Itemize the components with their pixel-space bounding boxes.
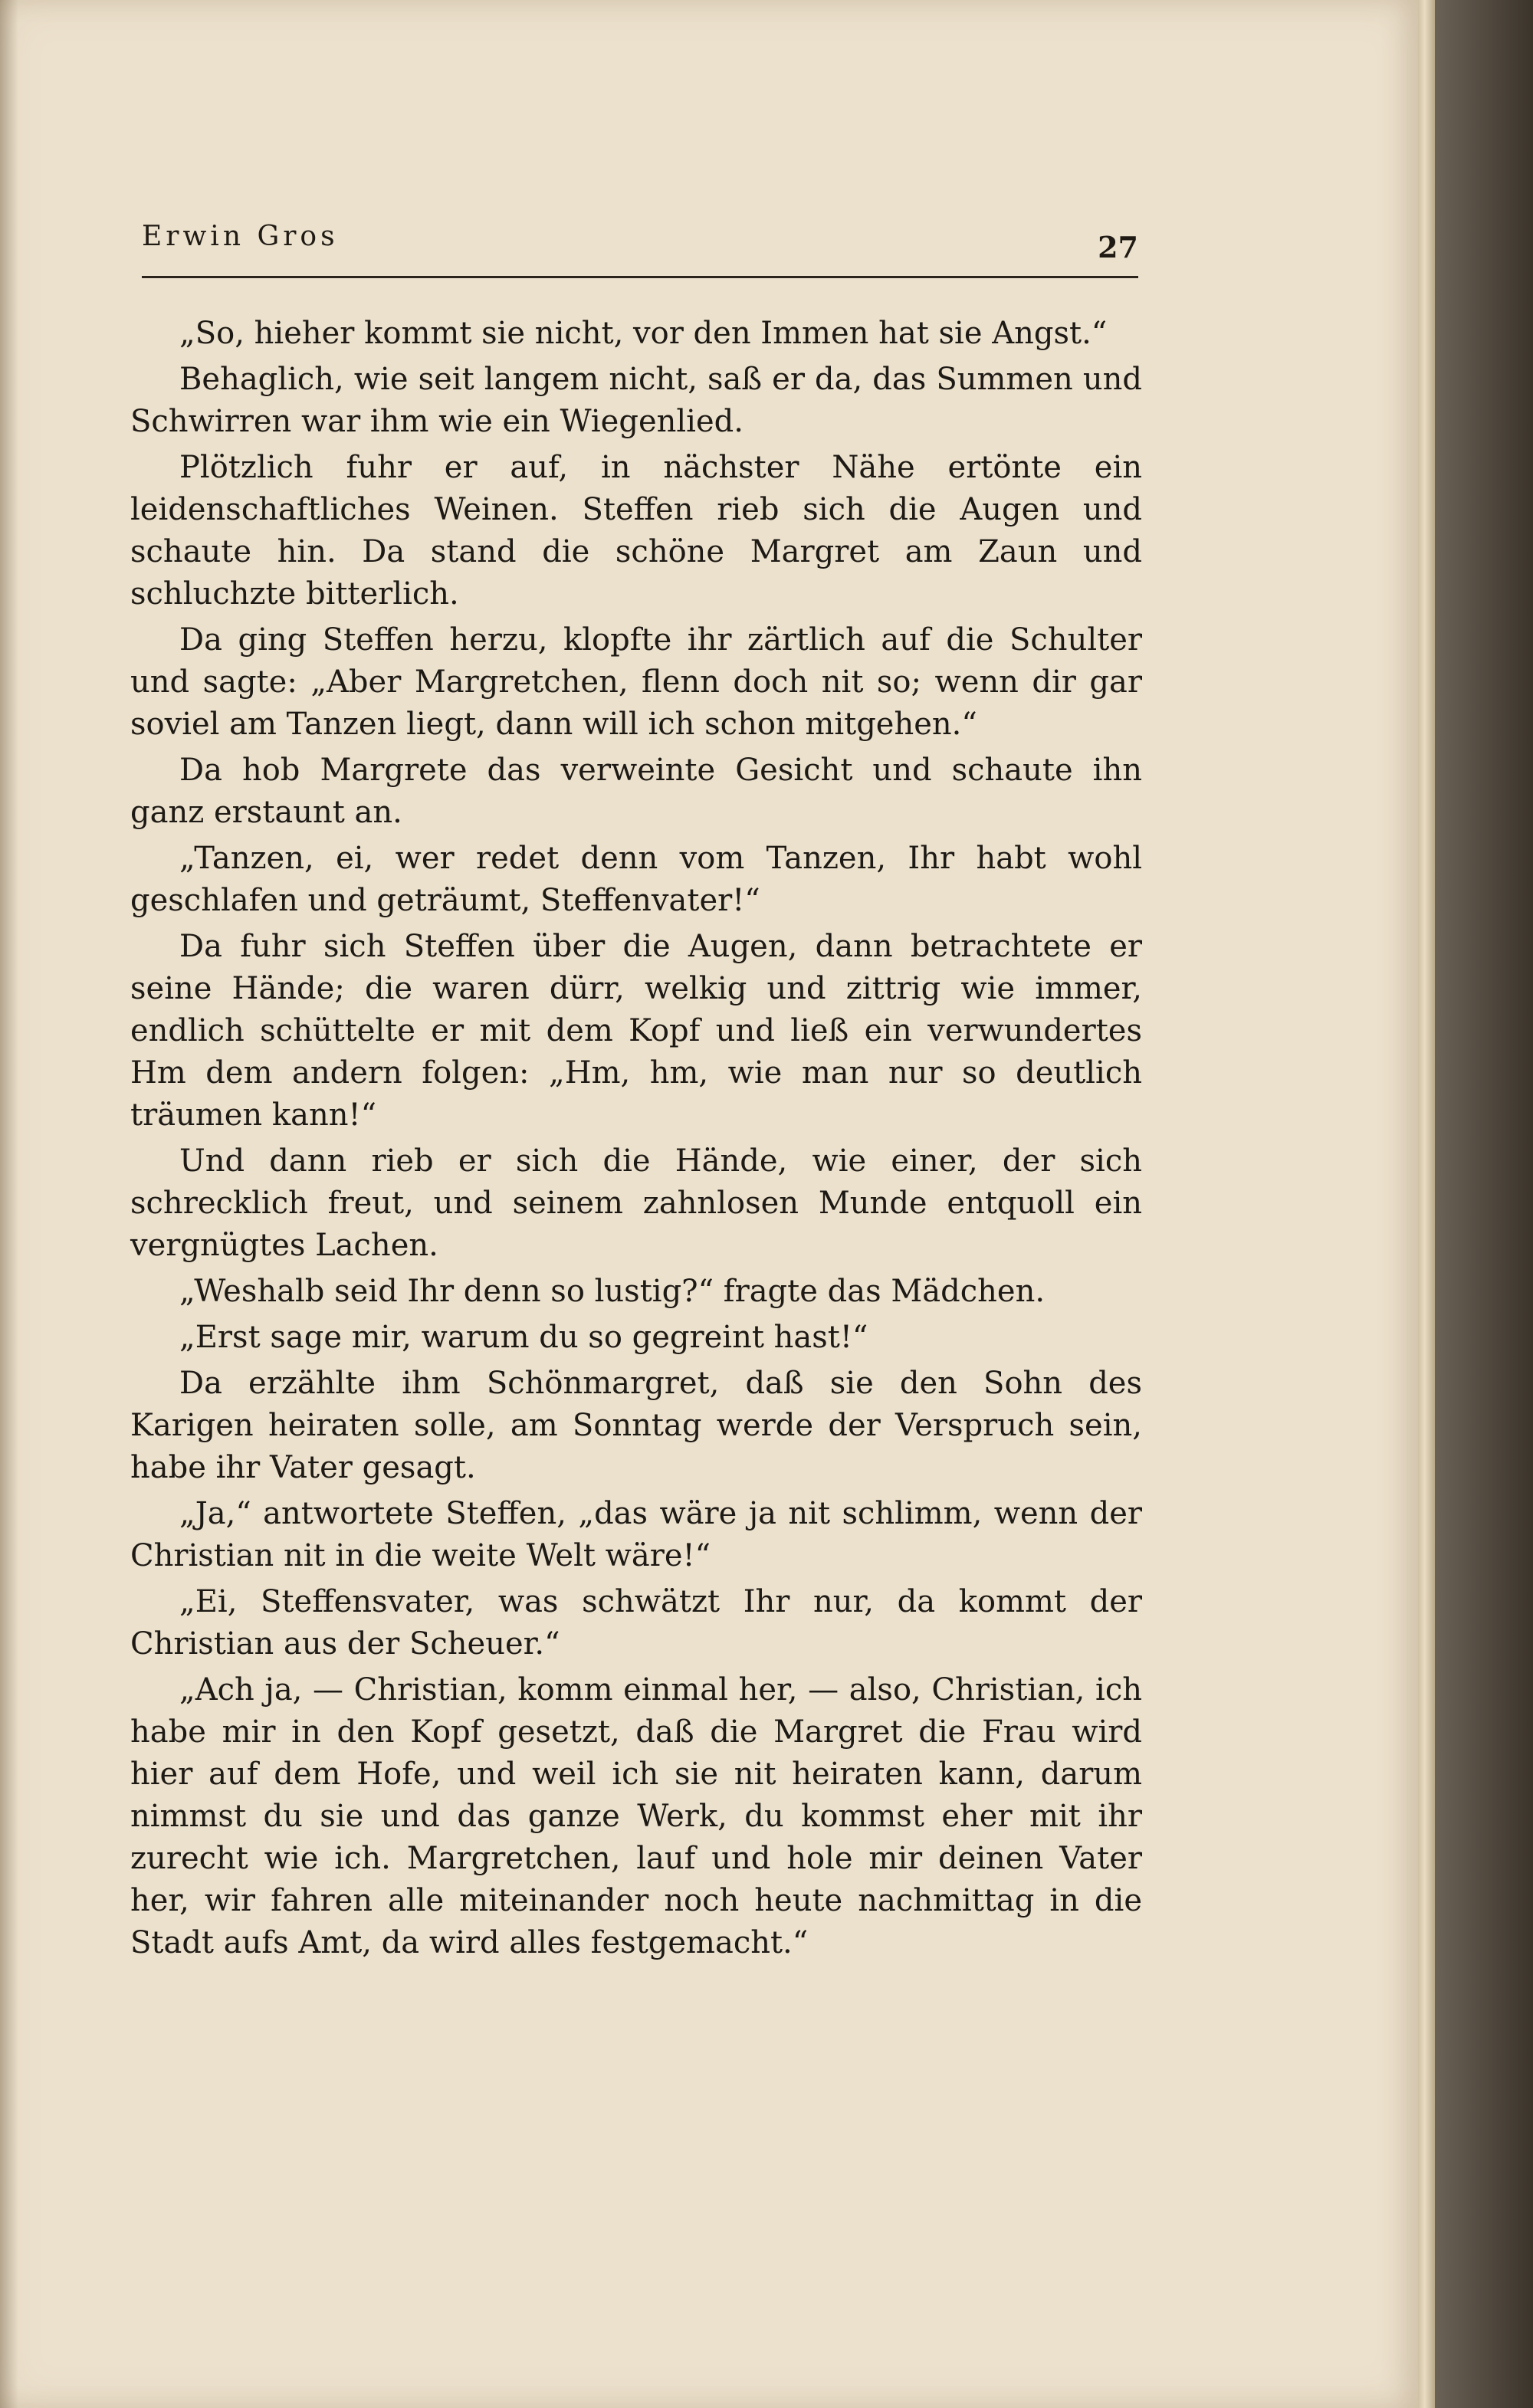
paragraph: Da erzählte ihm Schönmargret, daß sie den Sohn des Karigen heiraten solle, am Sonntag werde der Verspruch sein, habe ihr Vater gesagt. (130, 1366, 1142, 1485)
header-rule (142, 276, 1138, 278)
paragraph: Da hob Margrete das verweinte Gesicht und schaute ihn ganz erstaunt an. (130, 753, 1142, 830)
paragraph: „Tanzen, ei, wer redet denn vom Tanzen, Ihr habt wohl geschlafen und geträumt, Steffenvater!“ (130, 841, 1142, 918)
paragraph: Behaglich, wie seit langem nicht, saß er da, das Summen und Schwirren war ihm wie ein Wiegenlied. (130, 362, 1142, 439)
page-edge (1418, 0, 1435, 2408)
gutter-shadow (0, 0, 18, 2408)
paragraph: Da fuhr sich Steffen über die Augen, dann betrachtete er seine Hände; die waren dürr, welkig und zittrig wie immer, endlich schüttelte er mit dem Kopf und ließ ein verwundertes Hm dem andern folgen: „Hm, hm, wie man nur so deutlich träumen kann!“ (130, 929, 1142, 1133)
page-number: 27 (1098, 230, 1138, 264)
paragraph: „Ja,“ antwortete Steffen, „das wäre ja nit schlimm, wenn der Christian nit in die weite Welt wäre!“ (130, 1496, 1142, 1573)
paragraph: „Ei, Steffensvater, was schwätzt Ihr nur, da kommt der Christian aus der Scheuer.“ (130, 1584, 1142, 1662)
paragraph: Da ging Steffen herzu, klopfte ihr zärtlich auf die Schulter und sagte: „Aber Margretchen, flenn doch nit so; wenn dir gar soviel am Tanzen liegt, dann will ich schon mitgehen.“ (130, 622, 1142, 742)
book-cover-edge (1435, 0, 1533, 2408)
paragraph: „Ach ja, — Christian, komm einmal her, — also, Christian, ich habe mir in den Kopf gesetzt, daß die Margret die Frau wird hier auf dem Hofe, und weil ich sie nit heiraten kann, darum nimmst du sie und das ganze Werk, du kommst eher mit ihr zurecht wie ich. Margretchen, lauf und hole mir deinen Vater her, wir fahren alle miteinander noch heute nachmittag in die Stadt aufs Amt, da wird alles festgemacht.“ (130, 1672, 1142, 1960)
paragraph: „So, hieher kommt sie nicht, vor den Immen hat sie Angst.“ (179, 316, 1108, 351)
paragraph: Und dann rieb er sich die Hände, wie einer, der sich schrecklich freut, und seinem zahnlosen Munde entquoll ein vergnügtes Lachen. (130, 1143, 1142, 1263)
paragraph: „Erst sage mir, warum du so gegreint hast!“ (179, 1320, 868, 1355)
running-head: Erwin Gros (142, 221, 339, 252)
paragraph: „Weshalb seid Ihr denn so lustig?“ fragte das Mädchen. (179, 1274, 1046, 1309)
paragraph: Plötzlich fuhr er auf, in nächster Nähe ertönte ein leidenschaftliches Weinen. Steffen rieb sich die Augen und schaute hin. Da stand die schöne Margret am Zaun und schluchzte bitterlich. (130, 450, 1142, 612)
page-header (142, 221, 1138, 276)
body-text (130, 313, 1142, 1964)
